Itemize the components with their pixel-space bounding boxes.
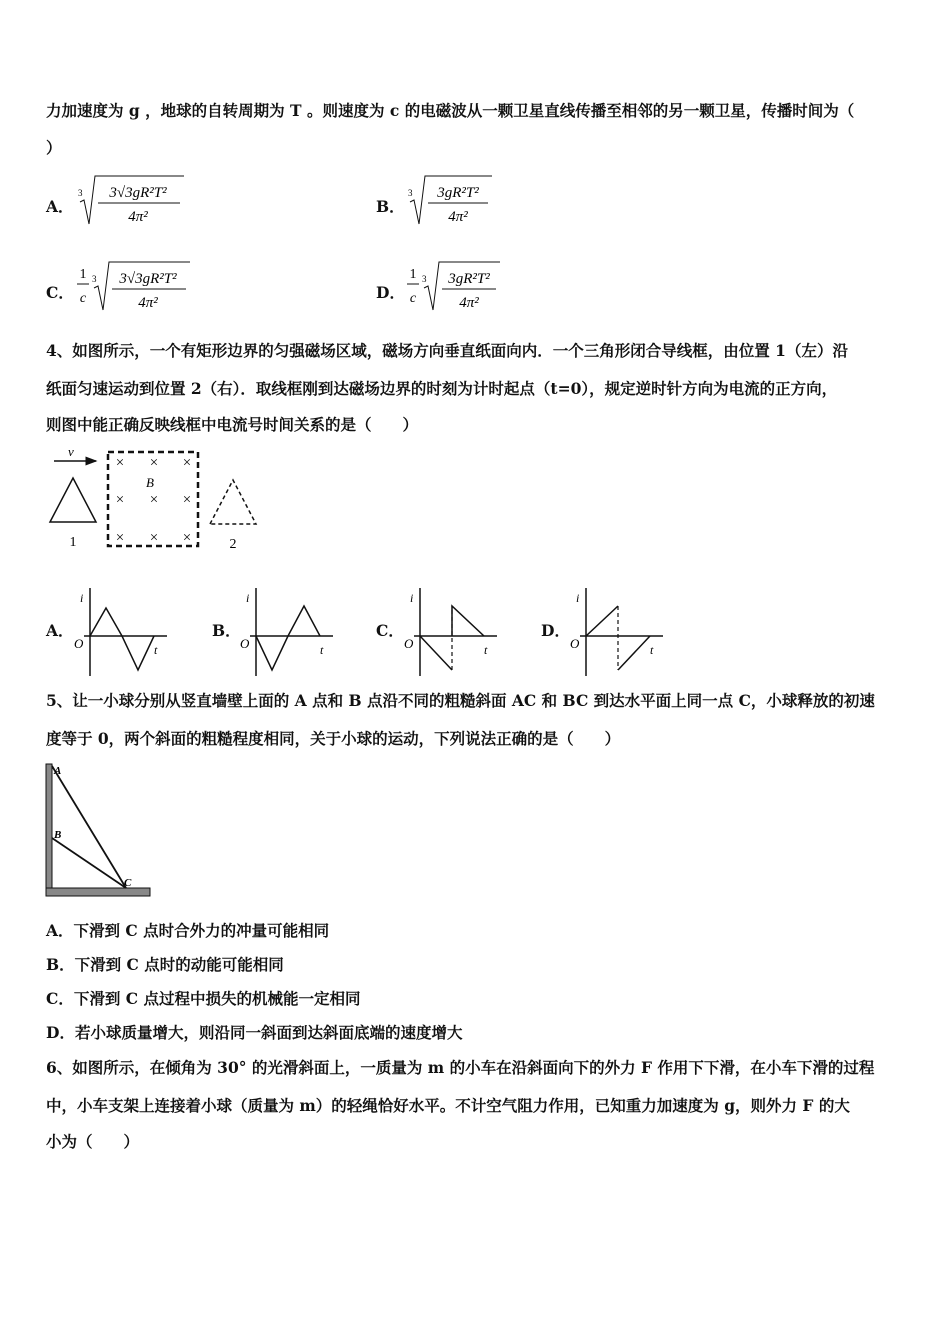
q4-stem-line2: 纸面匀速运动到位置 2（右）．取线框刚到达磁场边界的时刻为计时起点（t=0），规定逆时针方向为电流的正方向， — [46, 379, 838, 398]
svg-text:×: × — [115, 530, 125, 546]
svg-text:O: O — [570, 636, 580, 651]
point-c-label: C — [124, 877, 132, 889]
svg-text:O: O — [74, 636, 84, 651]
position-2-label: 2 — [229, 537, 237, 552]
q3-option-a-label[interactable]: A． — [46, 197, 74, 216]
incline-bc — [52, 838, 126, 888]
q3-option-c-formula — [76, 256, 194, 314]
svg-text:×: × — [149, 492, 159, 508]
svg-text:i: i — [410, 591, 414, 605]
loop-position-2 — [210, 480, 256, 524]
svg-text:×: × — [115, 455, 125, 471]
svg-text:×: × — [182, 530, 192, 546]
svg-text:O: O — [404, 636, 414, 651]
svg-text:3: 3 — [92, 274, 97, 284]
q3-option-d-label[interactable]: D． — [376, 283, 405, 302]
incline-ac — [52, 766, 126, 888]
svg-text:1: 1 — [409, 267, 417, 282]
svg-text:t: t — [650, 643, 654, 657]
wall — [46, 764, 52, 896]
point-a-label: A — [54, 765, 62, 777]
numerator: 3√3gR²T² — [119, 271, 177, 287]
q4-option-a-label[interactable]: A． — [46, 621, 74, 640]
svg-text:c: c — [409, 291, 417, 306]
svg-text:1: 1 — [79, 267, 87, 282]
q4-option-d-graph — [568, 580, 668, 680]
q5-option-c[interactable]: C．下滑到 C 点过程中损失的机械能一定相同 — [46, 989, 361, 1008]
q4-magnetic-field-figure — [40, 444, 270, 556]
q6-stem-line1: 6、如图所示，在倾角为 30° 的光滑斜面上，一质量为 m 的小车在沿斜面向下的外力 F 作用下下滑，在小车下滑的过程 — [46, 1058, 875, 1077]
q3-option-d-formula — [406, 256, 504, 314]
q3-stem-line1: 力加速度为 g ，地球的自转周期为 T 。则速度为 c 的电磁波从一颗卫星直线传播至相邻的另一颗卫星，传播时间为（ — [46, 101, 855, 120]
q3-option-a-formula — [76, 172, 186, 228]
svg-text:O: O — [240, 636, 250, 651]
cube-root-index: 3 — [78, 188, 83, 198]
q4-option-c-label[interactable]: C． — [376, 621, 404, 640]
q4-option-b-graph — [238, 580, 338, 680]
q6-stem-line3: 小为（ ） — [46, 1132, 140, 1151]
current-curve-1 — [420, 636, 452, 670]
q4-option-d-label[interactable]: D． — [541, 621, 570, 640]
current-curve-2 — [452, 606, 484, 636]
q5-stem-line1: 5、让一小球分别从竖直墙壁上面的 A 点和 B 点沿不同的粗糙斜面 AC 和 BC 到达水平面上同一点 C，小球释放的初速 — [46, 691, 875, 710]
q3-option-b-formula — [406, 172, 496, 228]
svg-text:i: i — [246, 591, 250, 605]
q5-incline-figure — [42, 760, 152, 900]
q3-option-b-label[interactable]: B． — [376, 197, 405, 216]
numerator: 3gR²T² — [437, 185, 479, 201]
svg-text:×: × — [115, 492, 125, 508]
svg-text:×: × — [149, 455, 159, 471]
denominator: 4π² — [448, 209, 468, 225]
svg-text:×: × — [149, 530, 159, 546]
q4-option-a-graph — [72, 580, 172, 680]
svg-text:t: t — [484, 643, 488, 657]
q5-option-a[interactable]: A．下滑到 C 点时合外力的冲量可能相同 — [46, 921, 330, 940]
current-curve-1 — [586, 606, 618, 636]
q5-option-d[interactable]: D．若小球质量增大，则沿同一斜面到达斜面底端的速度增大 — [46, 1023, 463, 1042]
q3-option-c-label[interactable]: C． — [46, 283, 74, 302]
ground — [46, 888, 150, 896]
svg-text:t: t — [320, 643, 324, 657]
q5-stem-line2: 度等于 0，两个斜面的粗糙程度相同，关于小球的运动，下列说法正确的是（ ） — [46, 729, 621, 748]
svg-text:3: 3 — [408, 188, 413, 198]
svg-text:t: t — [154, 643, 158, 657]
svg-text:×: × — [182, 492, 192, 508]
field-crosses — [116, 455, 191, 546]
q6-stem-line2: 中，小车支架上连接着小球（质量为 m）的轻绳恰好水平。不计空气阻力作用，已知重力加速度为 g，则外力 F 的大 — [46, 1096, 850, 1115]
denominator: 4π² — [459, 295, 479, 311]
q5-option-b[interactable]: B．下滑到 C 点时的动能可能相同 — [46, 955, 284, 974]
point-b-label: B — [54, 829, 62, 841]
velocity-label: v — [68, 444, 74, 459]
svg-text:i: i — [576, 591, 580, 605]
current-curve-2 — [618, 636, 650, 670]
denominator: 4π² — [128, 209, 148, 225]
svg-text:c: c — [79, 291, 87, 306]
q4-stem-line1: 4、如图所示，一个有矩形边界的匀强磁场区域，磁场方向垂直纸面向内．一个三角形闭合导线框，由位置 1（左）沿 — [46, 341, 848, 360]
denominator: 4π² — [138, 295, 158, 311]
svg-text:i: i — [80, 591, 84, 605]
q4-option-b-label[interactable]: B． — [212, 621, 241, 640]
q3-stem-line2: ） — [46, 138, 62, 157]
current-curve — [256, 606, 320, 670]
numerator: 3√3gR²T² — [109, 185, 167, 201]
numerator: 3gR²T² — [448, 271, 490, 287]
q4-option-c-graph — [402, 580, 502, 680]
svg-text:3: 3 — [422, 274, 427, 284]
svg-text:×: × — [182, 455, 192, 471]
field-label: B — [146, 475, 154, 490]
position-1-label: 1 — [69, 535, 77, 550]
current-curve — [90, 608, 154, 670]
loop-position-1 — [50, 478, 96, 522]
q4-stem-line3: 则图中能正确反映线框中电流号时间关系的是（ ） — [46, 415, 419, 434]
